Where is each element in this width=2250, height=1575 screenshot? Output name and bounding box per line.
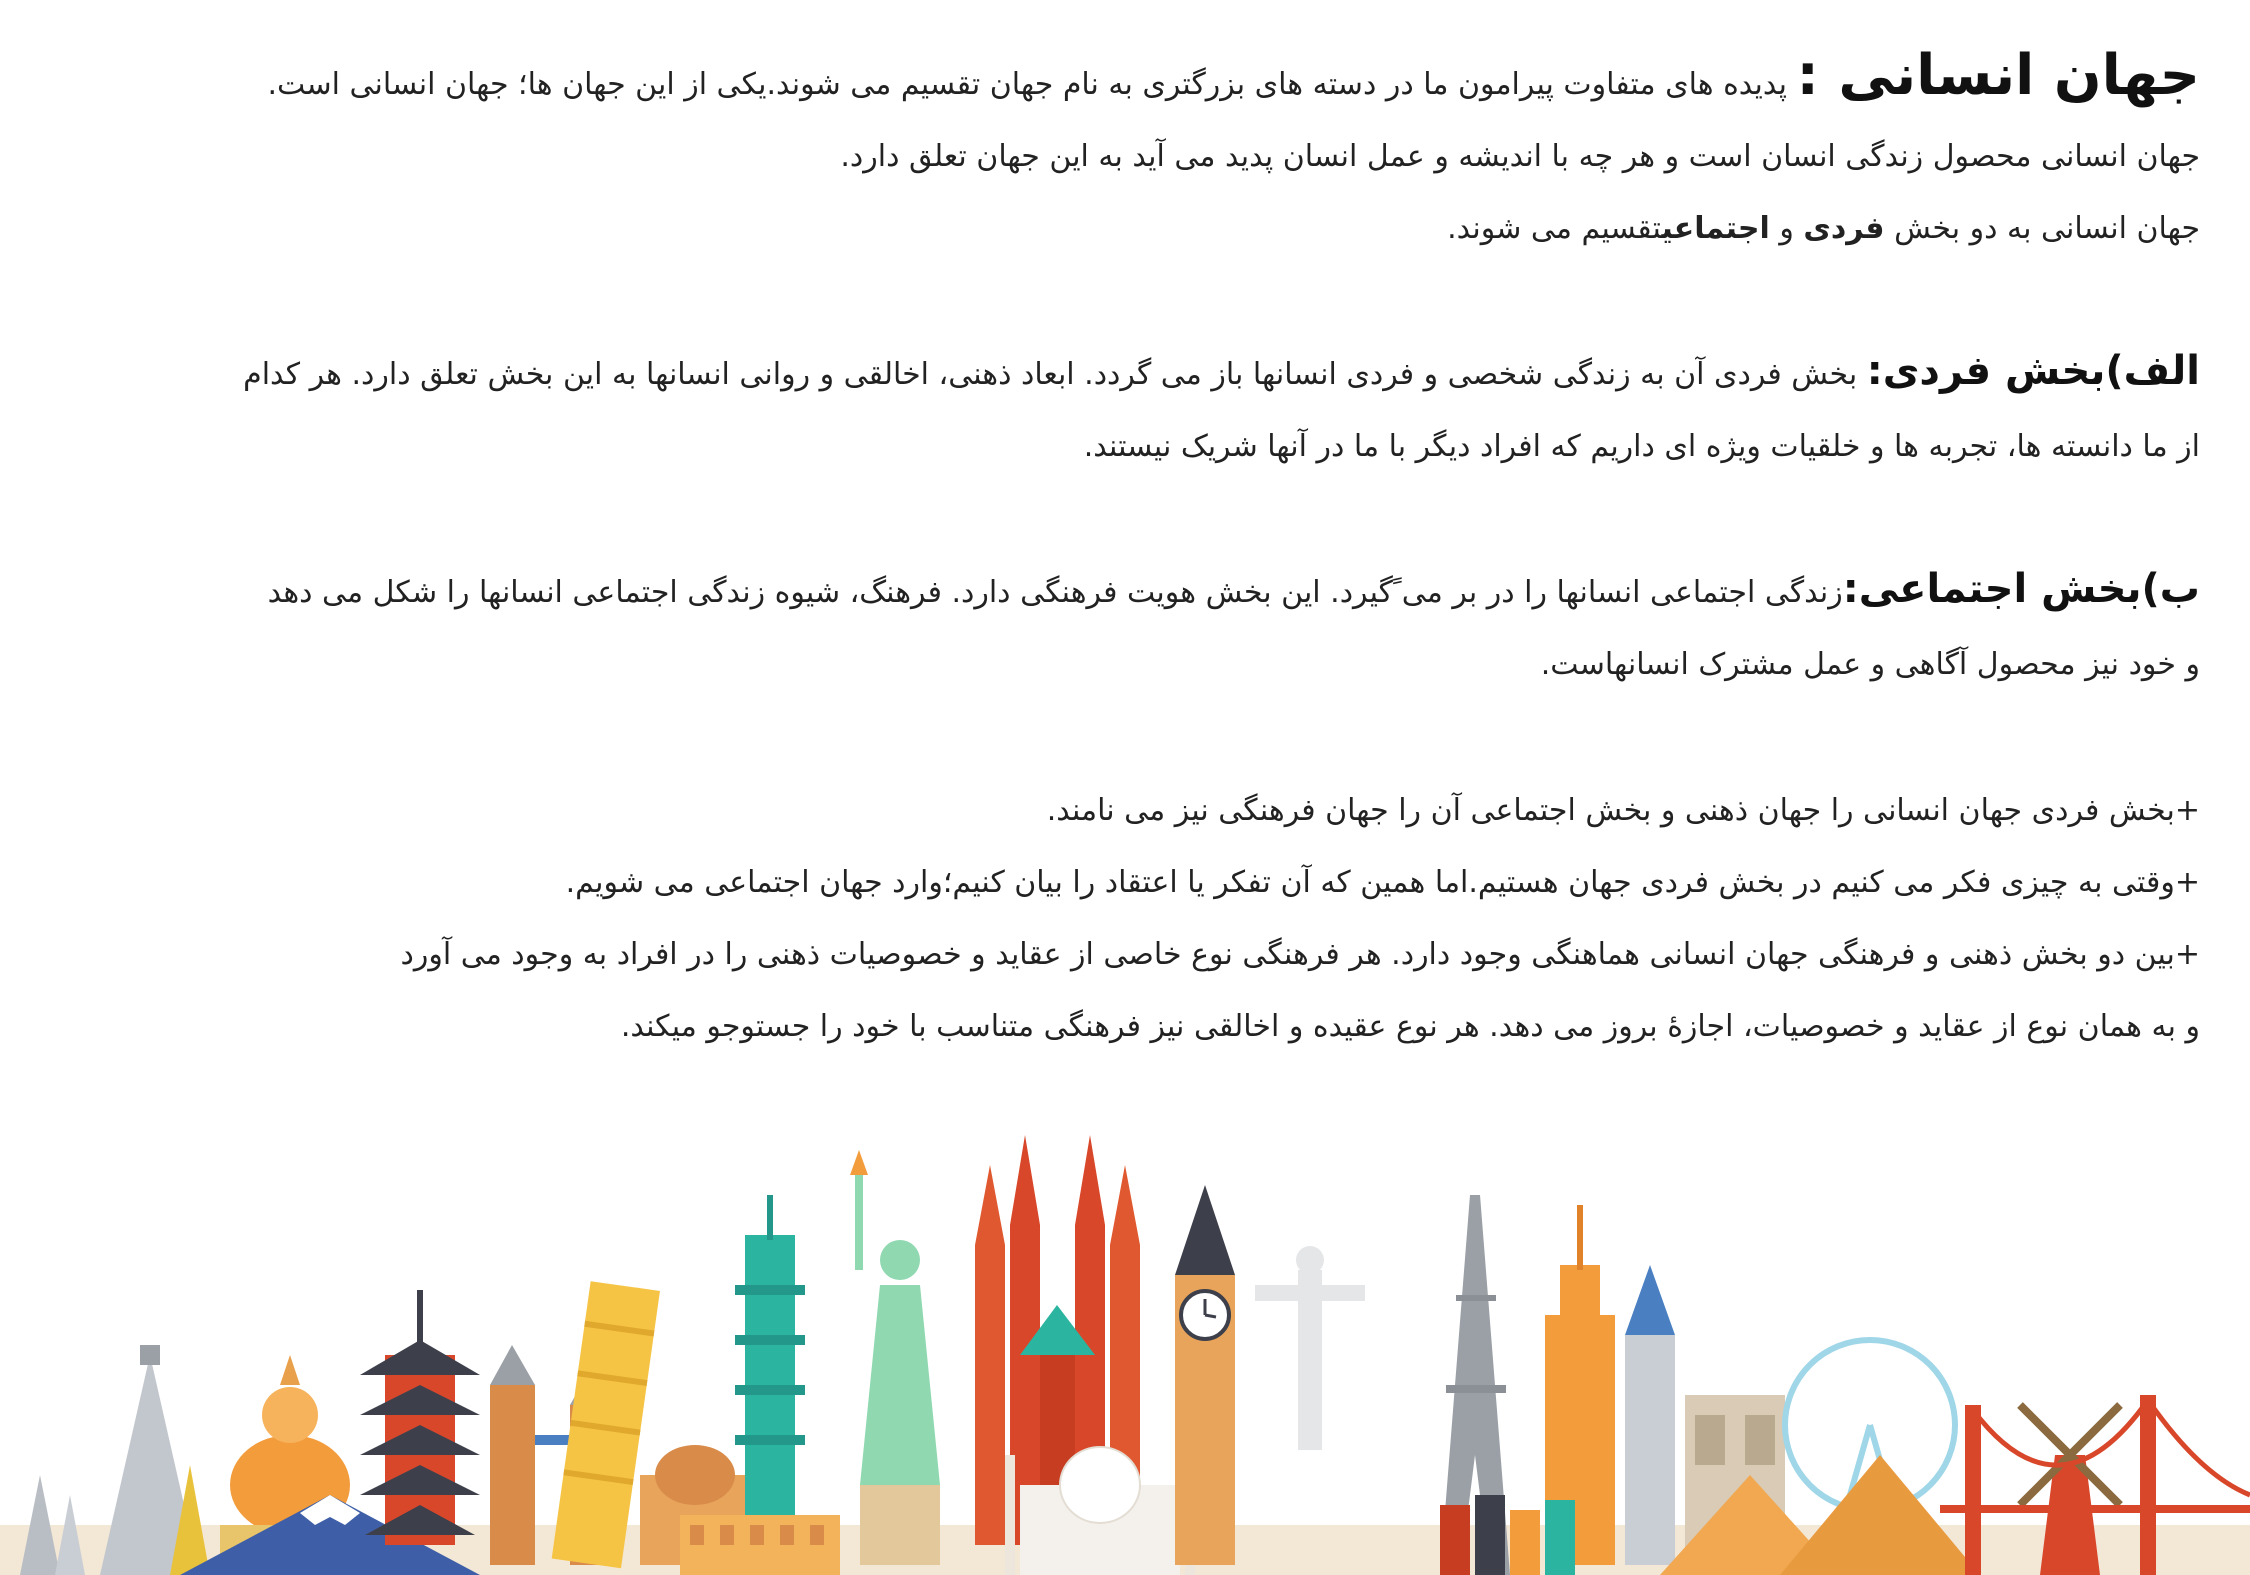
christ-redeemer-icon (1255, 1246, 1365, 1450)
big-ben-icon (1175, 1185, 1235, 1565)
statue-of-liberty-icon (850, 1150, 940, 1565)
section-a-line-1 (45, 335, 2200, 411)
note-4: و به همان نوع از عقاید و خصوصیات، اجازۀ بروز می دهد. هر نوع عقیده و اخالقی نیز فرهنگی متناسب با خود را جستوجو میکند. (620, 1009, 2200, 1044)
document-body (45, 40, 2200, 1063)
page-title: جهان انسانی : (1796, 43, 2200, 108)
section-a-text-1: بخش فردی آن به زندگی شخصی و فردی انسانها باز می گردد. ابعاد ذهنی، اخالقی و روانی انسانها به این بخش تعلق دارد. هر کدام (243, 357, 1867, 392)
intro-text-3a: جهان انسانی به دو بخش (1884, 211, 2200, 246)
section-b-text-1: زندگی اجتماعی انسانها را در بر می ًگیرد. این بخش هویت فرهنگی دارد. فرهنگ، شیوه زندگی اجتماعی انسانها را شکل می دهد (267, 575, 1843, 610)
intro-paragraph-line-1 (45, 40, 2200, 121)
temple-icon (20, 1345, 210, 1575)
intro-paragraph-line-3 (45, 193, 2200, 265)
chrysler-building-icon (1625, 1265, 1675, 1565)
section-a-line-2: از ما دانسته ها، تجربه ها و خلقیات ویژه ای داریم که افراد دیگر با ما در آنها شریک نیستند. (1083, 429, 2200, 464)
term-social: اجتماعی (1661, 211, 1770, 246)
world-landmarks-illustration (0, 1055, 2250, 1575)
section-b-heading: ب)بخش اجتماعی: (1842, 566, 2200, 612)
note-1: +بخش فردی جهان انسانی را جهان ذهنی و بخش اجتماعی آن را جهان فرهنگی نیز می نامند. (1046, 793, 2200, 828)
section-a-heading: الف)بخش فردی: (1866, 348, 2200, 394)
intro-paragraph-line-2: جهان انسانی محصول زندگی انسان است و هر چه با اندیشه و عمل انسان پدید می آید به این جهان تعلق دارد. (840, 139, 2200, 174)
section-b-line-2: و خود نیز محصول آگاهی و عمل مشترک انسانهاست. (1540, 647, 2200, 682)
note-2: +وقتی به چیزی فکر می کنیم در بخش فردی جهان هستیم.اما همین که آن تفکر یا اعتقاد را بیان کنیم؛وارد جهان اجتماعی می شویم. (565, 865, 2200, 900)
term-individual: فردی (1803, 211, 1885, 246)
skyline-svg (0, 1055, 2250, 1575)
note-3: +بین دو بخش ذهنی و فرهنگی جهان انسانی هماهنگی وجود دارد. هر فرهنگی نوع خاصی از عقاید و خصوصیات ذهنی را در افراد به وجود می آورد (400, 937, 2200, 972)
intro-text-3c: تقسیم می شوند. (1447, 211, 1662, 246)
section-b-line-1 (45, 553, 2200, 629)
taipei-tower-icon (735, 1195, 805, 1565)
pagoda-icon (360, 1290, 480, 1545)
colosseum-icon (680, 1515, 840, 1575)
intro-text-1: پدیده های متفاوت پیرامون ما در دسته های بزرگتری به نام جهان تقسیم می شوند.یکی از این جهان ها؛ جهان انسانی است. (267, 67, 1797, 102)
intro-text-3b: و (1769, 211, 1804, 246)
